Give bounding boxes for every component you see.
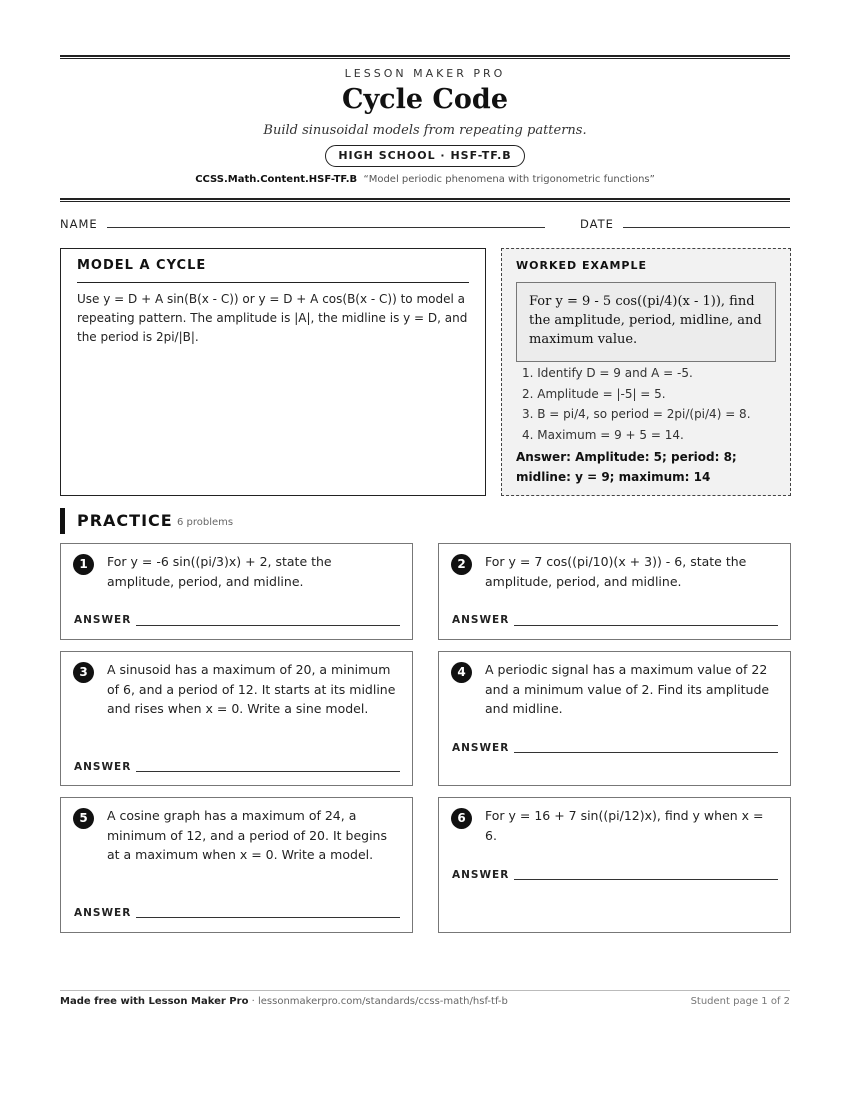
worked-example-steps	[522, 363, 751, 445]
problem-text: For y = 7 cos((pi/10)(x + 3)) - 6, state the amplitude, period, and midline.	[485, 554, 747, 589]
answer-label: ANSWER	[452, 869, 510, 881]
worked-example-box	[501, 248, 791, 496]
brand-name: LESSON MAKER PRO	[344, 67, 506, 80]
answer-line-4[interactable]	[514, 752, 778, 753]
answer-line-3[interactable]	[136, 771, 400, 772]
answer-label: ANSWER	[452, 614, 510, 626]
problem-text: For y = 16 + 7 sin((pi/12)x), find y when x = 6.	[485, 808, 764, 843]
problem-number: 6	[451, 808, 472, 829]
problem-card-6	[438, 797, 791, 933]
worked-step: 3. B = pi/4, so period = 2pi/(pi/4) = 8.	[522, 407, 751, 421]
problem-text: A cosine graph has a maximum of 24, a minimum of 12, and a period of 20. It begins at a maximum when x = 0. Write a model.	[107, 808, 387, 862]
problem-number: 4	[451, 662, 472, 683]
footer-credit	[60, 996, 508, 1007]
worksheet-title: Cycle Code	[341, 84, 508, 115]
worked-example-answer: Answer: Amplitude: 5; period: 8; midline: y = 9; maximum: 14	[516, 450, 737, 484]
problem-text: For y = -6 sin((pi/3)x) + 2, state the amplitude, period, and midline.	[107, 554, 332, 589]
model-heading: MODEL A CYCLE	[77, 258, 207, 273]
answer-line-1[interactable]	[136, 625, 400, 626]
problem-text: A sinusoid has a maximum of 20, a minimum of 6, and a period of 12. It starts at its midline and rises when x = 0. Write a sine model.	[107, 662, 396, 716]
model-divider	[77, 282, 469, 283]
problem-card-5	[60, 797, 413, 933]
worked-step: 2. Amplitude = |-5| = 5.	[522, 386, 666, 401]
footer-rule	[60, 990, 790, 991]
name-field[interactable]	[107, 227, 545, 228]
model-text: Use y = D + A sin(B(x - C)) or y = D + A cos(B(x - C)) to model a repeating pattern. The amplitude is |A|, the midline is y = D, and the period is 2pi/|B|.	[77, 292, 468, 344]
answer-label: ANSWER	[452, 742, 510, 754]
standard-description: “Model periodic phenomena with trigonometric functions”	[363, 174, 655, 185]
worked-step: 4. Maximum = 9 + 5 = 14.	[522, 427, 684, 442]
worked-step: 1. Identify D = 9 and A = -5.	[522, 366, 693, 380]
problem-card-1	[60, 543, 413, 640]
practice-count: 6 problems	[177, 517, 234, 528]
standard-code: CCSS.Math.Content.HSF-TF.B	[195, 174, 358, 185]
footer-url[interactable]: · lessonmakerpro.com/standards/ccss-math/hsf-tf-b	[248, 996, 508, 1007]
footer-page-number: Student page 1 of 2	[690, 996, 790, 1007]
answer-label: ANSWER	[74, 907, 132, 919]
problem-number: 1	[73, 554, 94, 575]
problem-card-2	[438, 543, 791, 640]
practice-heading: PRACTICE	[77, 511, 173, 530]
standard-line	[0, 174, 850, 185]
model-a-cycle-box	[60, 248, 486, 496]
date-label: DATE	[580, 217, 614, 231]
answer-label: ANSWER	[74, 614, 132, 626]
footer-made-with: Made free with Lesson Maker Pro	[60, 996, 249, 1007]
problem-number: 3	[73, 662, 94, 683]
name-label: NAME	[60, 217, 98, 231]
answer-line-2[interactable]	[514, 625, 778, 626]
worked-example-prompt: For y = 9 - 5 cos((pi/4)(x - 1)), find the amplitude, period, midline, and maximum value.	[516, 282, 776, 362]
problem-card-3	[60, 651, 413, 786]
top-double-rule	[60, 55, 790, 59]
answer-line-6[interactable]	[514, 879, 778, 880]
answer-label: ANSWER	[74, 761, 132, 773]
date-field[interactable]	[623, 227, 790, 228]
level-badge: HIGH SCHOOL · HSF-TF.B	[325, 145, 525, 167]
worked-example-heading: WORKED EXAMPLE	[516, 259, 647, 272]
worksheet-subtitle: Build sinusoidal models from repeating patterns.	[263, 123, 587, 138]
practice-accent-bar	[60, 508, 65, 534]
header-bottom-rule	[60, 198, 790, 202]
problem-card-4	[438, 651, 791, 786]
problem-text: A periodic signal has a maximum value of 22 and a minimum value of 2. Find its amplitude and midline.	[485, 662, 770, 716]
answer-line-5[interactable]	[136, 917, 400, 918]
problem-number: 5	[73, 808, 94, 829]
problem-number: 2	[451, 554, 472, 575]
